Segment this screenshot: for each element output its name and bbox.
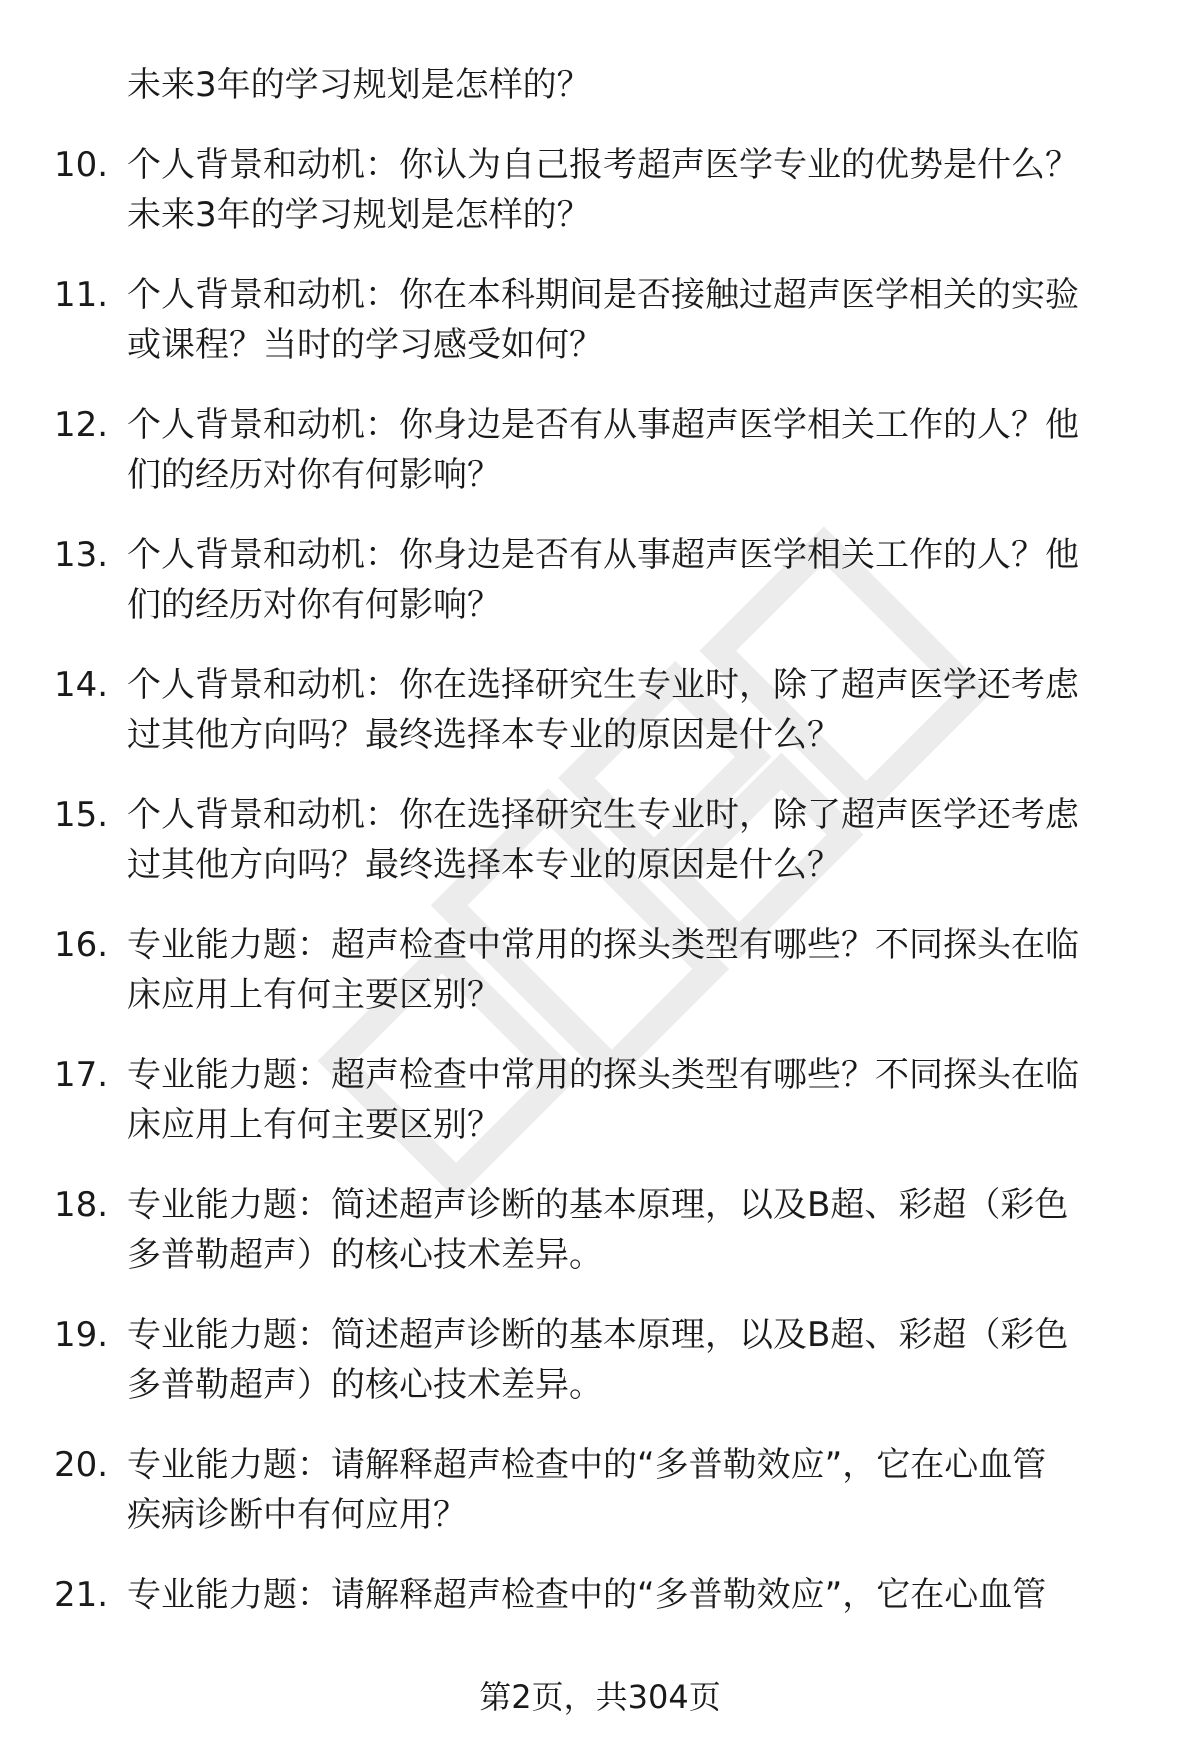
question-line: 床应用上有何主要区别？	[127, 1105, 501, 1145]
question-line: 未来3年的学习规划是怎样的？	[127, 195, 591, 235]
continuation-line: 未来3年的学习规划是怎样的？	[127, 65, 591, 105]
question-text	[127, 1310, 1137, 1410]
question-text	[127, 660, 1137, 760]
list-item	[0, 530, 1200, 660]
page-footer: 第2页，共304页	[479, 1678, 721, 1716]
list-item	[0, 1180, 1200, 1310]
question-line: 个人背景和动机：你在选择研究生专业时，除了超声医学还考虑	[127, 795, 1079, 835]
question-text	[127, 1570, 1137, 1620]
question-line: 专业能力题：请解释超声检查中的“多普勒效应”，它在心血管	[127, 1575, 1047, 1615]
question-number: 17.	[54, 1055, 109, 1095]
question-line: 或课程？当时的学习感受如何？	[127, 325, 603, 365]
list-item	[0, 140, 1200, 270]
question-line: 床应用上有何主要区别？	[127, 975, 501, 1015]
question-line: 个人背景和动机：你身边是否有从事超声医学相关工作的人？他	[127, 405, 1079, 445]
question-number: 11.	[54, 275, 109, 315]
question-line: 个人背景和动机：你在本科期间是否接触过超声医学相关的实验	[127, 275, 1079, 315]
question-line: 个人背景和动机：你认为自己报考超声医学专业的优势是什么？	[127, 145, 1079, 185]
question-line: 疾病诊断中有何应用？	[127, 1495, 467, 1535]
question-line: 个人背景和动机：你身边是否有从事超声医学相关工作的人？他	[127, 535, 1079, 575]
question-text	[127, 530, 1137, 630]
question-line: 多普勒超声）的核心技术差异。	[127, 1235, 603, 1275]
question-number: 13.	[54, 535, 109, 575]
list-item	[0, 1440, 1200, 1570]
list-item	[0, 270, 1200, 400]
question-number: 16.	[54, 925, 109, 965]
question-line: 专业能力题：超声检查中常用的探头类型有哪些？不同探头在临	[127, 925, 1079, 965]
question-text	[127, 1440, 1137, 1540]
question-number: 21.	[54, 1575, 109, 1615]
question-number: 14.	[54, 665, 109, 705]
question-text	[127, 920, 1137, 1020]
question-text	[127, 400, 1137, 500]
question-line: 们的经历对你有何影响？	[127, 585, 501, 625]
question-number: 20.	[54, 1445, 109, 1485]
list-item	[0, 1050, 1200, 1180]
question-number: 10.	[54, 145, 109, 185]
question-line: 们的经历对你有何影响？	[127, 455, 501, 495]
question-line: 专业能力题：简述超声诊断的基本原理，以及B超、彩超（彩色	[127, 1185, 1069, 1225]
question-line: 过其他方向吗？最终选择本专业的原因是什么？	[127, 845, 841, 885]
question-text	[127, 790, 1137, 890]
question-line: 专业能力题：超声检查中常用的探头类型有哪些？不同探头在临	[127, 1055, 1079, 1095]
question-line: 个人背景和动机：你在选择研究生专业时，除了超声医学还考虑	[127, 665, 1079, 705]
question-text	[127, 1050, 1137, 1150]
list-item	[0, 400, 1200, 530]
question-number: 19.	[54, 1315, 109, 1355]
list-item	[0, 660, 1200, 790]
question-text	[127, 1180, 1137, 1280]
question-line: 过其他方向吗？最终选择本专业的原因是什么？	[127, 715, 841, 755]
list-item	[0, 790, 1200, 920]
question-line: 多普勒超声）的核心技术差异。	[127, 1365, 603, 1405]
question-number: 15.	[54, 795, 109, 835]
question-text	[127, 140, 1137, 240]
question-text	[127, 270, 1137, 370]
question-line: 专业能力题：简述超声诊断的基本原理，以及B超、彩超（彩色	[127, 1315, 1069, 1355]
question-number: 18.	[54, 1185, 109, 1225]
list-item	[0, 1310, 1200, 1440]
question-number: 12.	[54, 405, 109, 445]
list-item	[0, 920, 1200, 1050]
question-list	[0, 140, 1200, 1700]
question-line: 专业能力题：请解释超声检查中的“多普勒效应”，它在心血管	[127, 1445, 1047, 1485]
